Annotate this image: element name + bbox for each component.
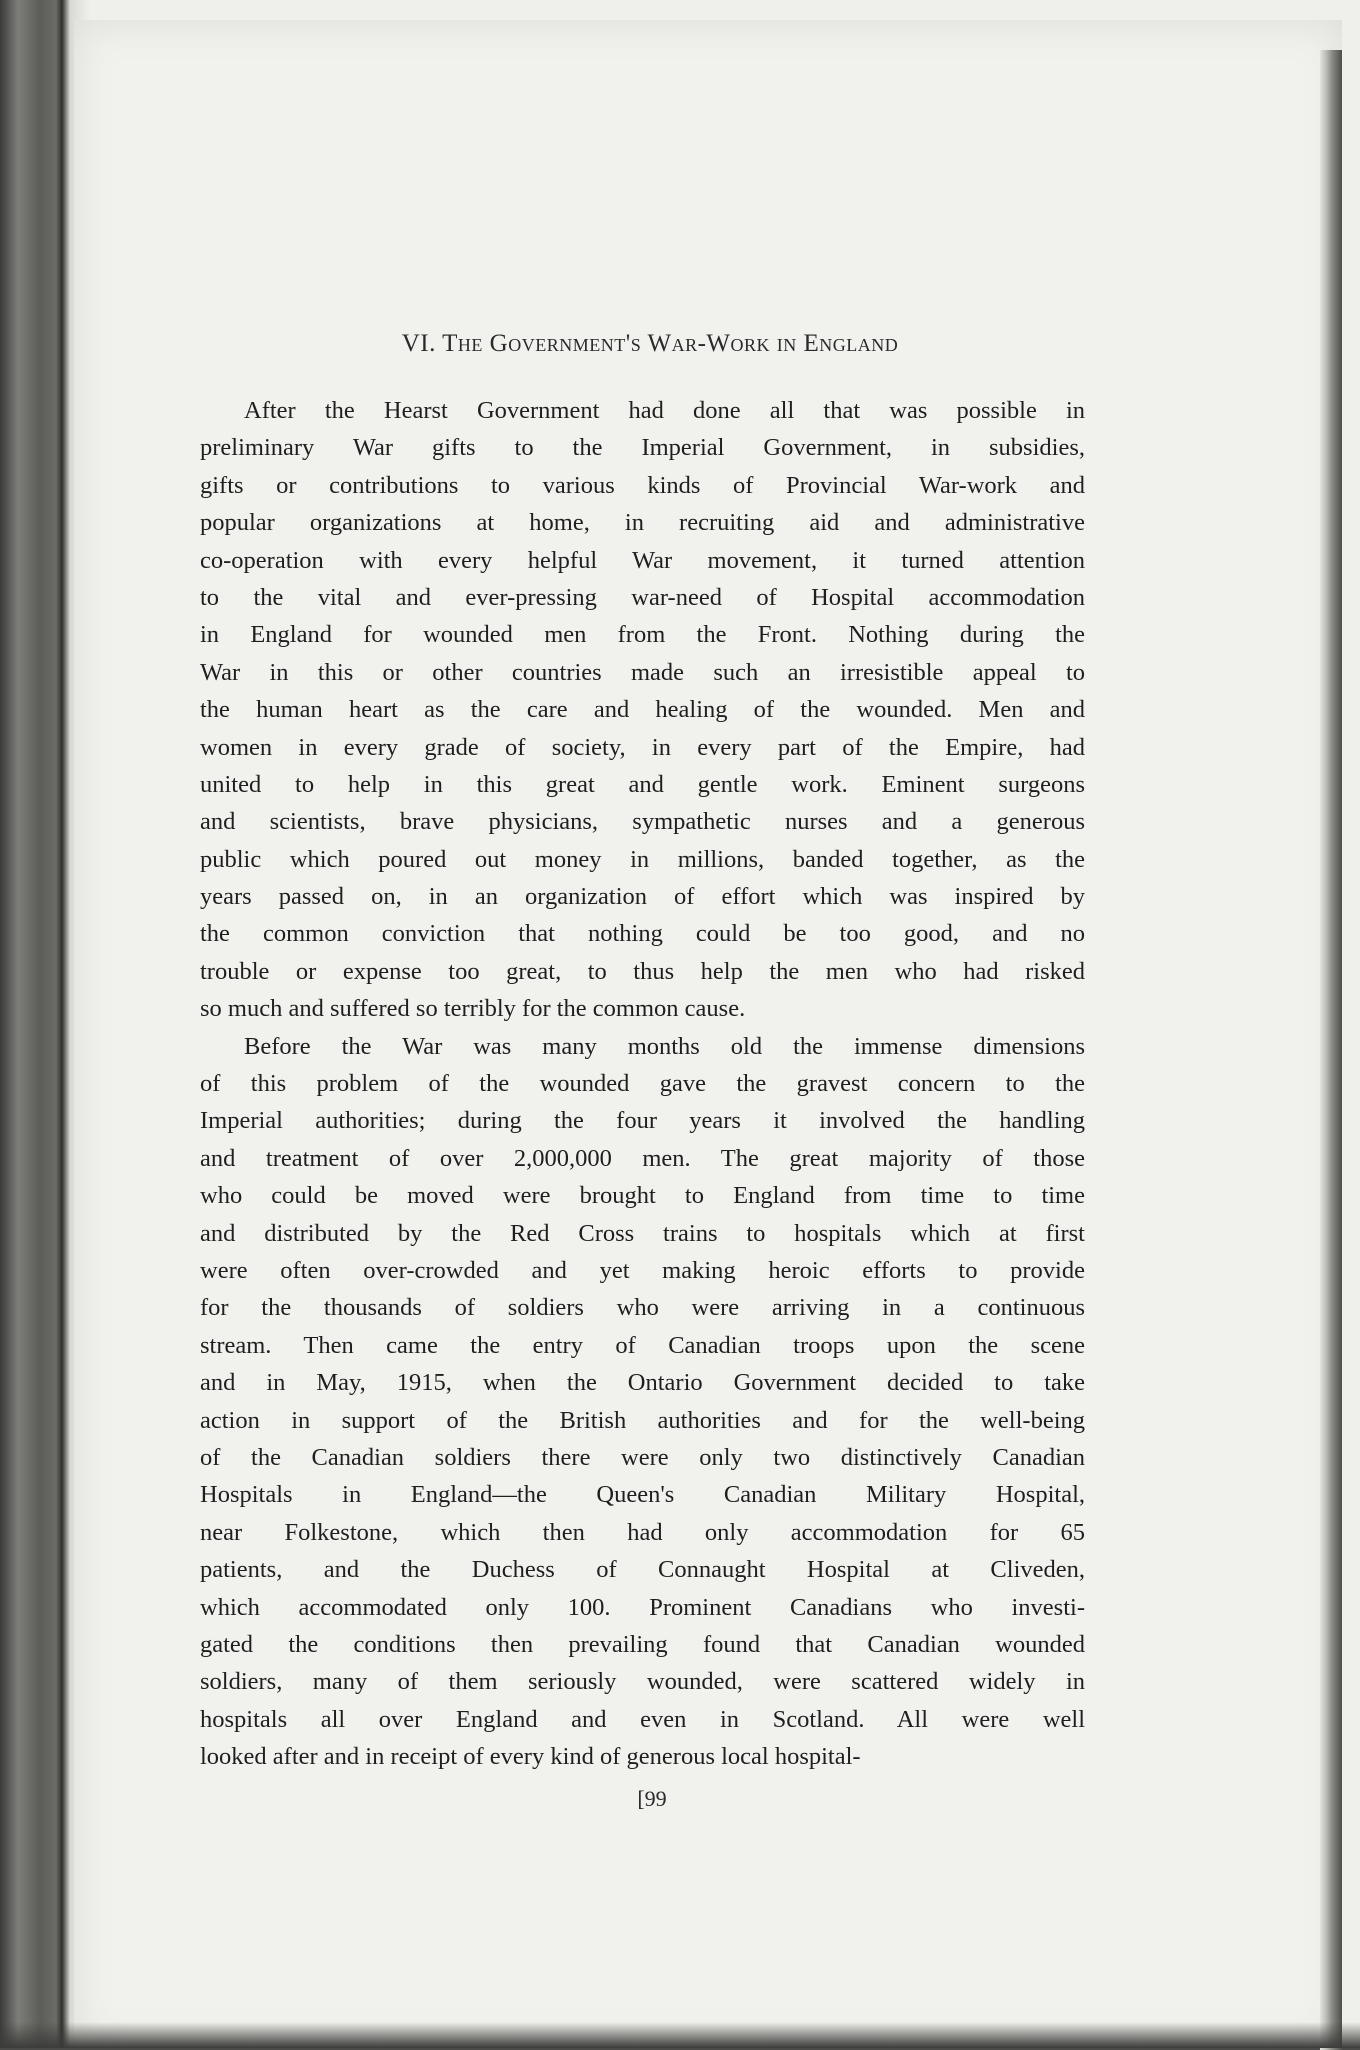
text-line: stream. Then came the entry of Canadian troops upon the scene: [200, 1331, 1085, 1359]
text-line: years passed on, in an organization of effort which was inspired by: [200, 883, 1085, 911]
text-line: near Folkestone, which then had only accommodation for 65: [200, 1518, 1085, 1546]
text-line: so much and suffered so terribly for the common cause.: [200, 995, 746, 1023]
text-line: of the Canadian soldiers there were only two distinctively Canadian: [200, 1443, 1085, 1471]
text-line: who could be moved were brought to England from time to time: [200, 1182, 1085, 1210]
text-line: and in May, 1915, when the Ontario Government decided to take: [200, 1369, 1085, 1397]
text-line: to the vital and ever-pressing war-need of Hospital accommodation: [200, 583, 1085, 611]
text-line: and distributed by the Red Cross trains to hospitals which at first: [200, 1219, 1085, 1247]
text-line: action in support of the British authorities and for the well-being: [200, 1406, 1085, 1434]
scan-bottom-edge: [0, 2022, 1360, 2048]
text-line: the human heart as the care and healing of the wounded. Men and: [200, 696, 1085, 724]
text-line: gifts or contributions to various kinds of Provincial War-work and: [200, 471, 1085, 499]
text-line: and treatment of over 2,000,000 men. The great majority of those: [200, 1144, 1085, 1172]
text-line: were often over-crowded and yet making heroic efforts to provide: [200, 1256, 1085, 1284]
text-line: popular organizations at home, in recruiting aid and administrative: [200, 509, 1085, 537]
text-line: War in this or other countries made such an irresistible appeal to: [200, 658, 1085, 686]
text-line: public which poured out money in millions, banded together, as the: [200, 845, 1085, 873]
text-line: women in every grade of society, in every part of the Empire, had: [200, 733, 1085, 761]
text-line: which accommodated only 100. Prominent Canadians who investi-: [200, 1593, 1085, 1621]
text-line: in England for wounded men from the Front. Nothing during the: [200, 621, 1085, 649]
page-edge-shadow: [1320, 50, 1342, 2050]
text-line: After the Hearst Government had done all that was possible in: [244, 397, 1085, 424]
text-line: Hospitals in England—the Queen's Canadian Military Hospital,: [200, 1481, 1085, 1509]
text-line: for the thousands of soldiers who were arriving in a continuous: [200, 1294, 1085, 1322]
text-line: and scientists, brave physicians, sympathetic nurses and a generous: [200, 808, 1085, 836]
text-line: united to help in this great and gentle work. Eminent surgeons: [200, 770, 1085, 798]
text-line: looked after and in receipt of every kind of generous local hospital-: [200, 1743, 861, 1771]
text-line: patients, and the Duchess of Connaught Hospital at Cliveden,: [200, 1556, 1085, 1584]
text-line: trouble or expense too great, to thus help the men who had risked: [200, 957, 1085, 985]
text-line: gated the conditions then prevailing found that Canadian wounded: [200, 1630, 1085, 1658]
text-line: the common conviction that nothing could be too good, and no: [200, 920, 1085, 948]
text-line: soldiers, many of them seriously wounded, were scattered widely in: [200, 1668, 1085, 1696]
page-number: [99: [637, 1786, 667, 1811]
text-line: co-operation with every helpful War movement, it turned attention: [200, 546, 1085, 574]
text-line: preliminary War gifts to the Imperial Government, in subsidies,: [200, 434, 1085, 462]
text-line: of this problem of the wounded gave the gravest concern to the: [200, 1070, 1085, 1098]
text-line: Imperial authorities; during the four years it involved the handling: [200, 1107, 1085, 1135]
body-text: [200, 392, 1085, 1775]
chapter-heading: VI. The Government's War-Work in England: [401, 330, 899, 357]
text-line: Before the War was many months old the immense dimensions: [244, 1032, 1085, 1060]
text-line: hospitals all over England and even in Scotland. All were well: [200, 1705, 1085, 1733]
